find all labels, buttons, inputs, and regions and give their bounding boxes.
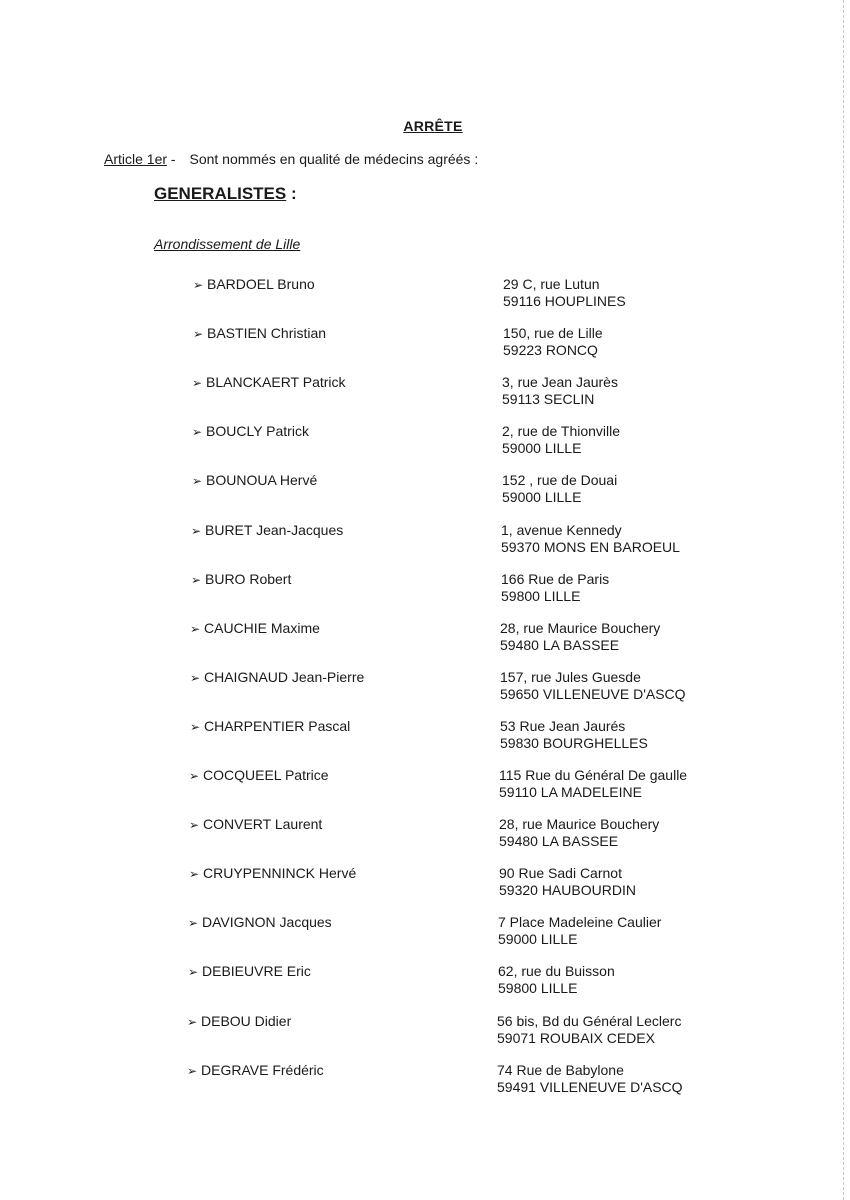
doctor-address bbox=[503, 325, 603, 359]
address-city: 59480 LA BASSEE bbox=[500, 637, 620, 653]
doctor-name bbox=[190, 669, 364, 685]
doctor-name bbox=[191, 522, 343, 538]
arrow-bullet-icon: ➢ bbox=[190, 671, 201, 685]
doctor-name-text: DAVIGNON Jacques bbox=[202, 914, 332, 930]
address-street: 2, rue de Thionville bbox=[502, 423, 621, 439]
doctor-name-text: CAUCHIE Maxime bbox=[204, 620, 320, 636]
address-city: 59113 SECLIN bbox=[502, 391, 595, 407]
list-item bbox=[0, 522, 850, 562]
arrow-bullet-icon: ➢ bbox=[192, 376, 203, 390]
address-city: 59650 VILLENEUVE D'ASCQ bbox=[500, 686, 686, 702]
doctor-name-text: CONVERT Laurent bbox=[203, 816, 323, 832]
doctor-name bbox=[193, 325, 326, 341]
doctor-name bbox=[188, 963, 311, 979]
article-label: Article 1er bbox=[104, 151, 168, 167]
doctor-name bbox=[187, 1062, 324, 1078]
arrow-bullet-icon: ➢ bbox=[188, 916, 199, 930]
doctor-name-text: BURET Jean-Jacques bbox=[205, 522, 344, 538]
doctor-name bbox=[187, 1013, 291, 1029]
doctor-address bbox=[502, 423, 620, 457]
address-street: 157, rue Jules Guesde bbox=[500, 669, 641, 685]
arrow-bullet-icon: ➢ bbox=[193, 278, 204, 292]
address-street: 56 bis, Bd du Général Leclerc bbox=[497, 1013, 682, 1029]
doctor-name bbox=[188, 914, 332, 930]
doctor-address bbox=[502, 472, 617, 506]
arrow-bullet-icon: ➢ bbox=[192, 474, 203, 488]
arrow-bullet-icon: ➢ bbox=[191, 573, 202, 587]
doctor-name bbox=[192, 423, 309, 439]
address-street: 74 Rue de Babylone bbox=[497, 1062, 624, 1078]
doctor-name bbox=[189, 767, 329, 783]
list-item bbox=[0, 865, 850, 905]
arrow-bullet-icon: ➢ bbox=[187, 1015, 198, 1029]
list-item bbox=[0, 620, 850, 660]
list-item bbox=[0, 1013, 850, 1053]
address-city: 59116 HOUPLINES bbox=[503, 293, 626, 309]
doctor-name-text: BOUCLY Patrick bbox=[206, 423, 309, 439]
doctor-address bbox=[500, 669, 686, 703]
doctor-address bbox=[502, 374, 618, 408]
doctor-address bbox=[498, 963, 615, 997]
arrow-bullet-icon: ➢ bbox=[187, 1064, 198, 1078]
doctor-name-text: BOUNOUA Hervé bbox=[206, 472, 318, 488]
doctor-address bbox=[500, 620, 660, 654]
arrow-bullet-icon: ➢ bbox=[191, 524, 202, 538]
address-street: 28, rue Maurice Bouchery bbox=[499, 816, 660, 832]
list-item bbox=[0, 816, 850, 856]
address-street: 53 Rue Jean Jaurés bbox=[500, 718, 626, 734]
section-heading-suffix: : bbox=[286, 184, 297, 203]
address-city: 59800 LILLE bbox=[501, 588, 581, 604]
doctor-name-text: BURO Robert bbox=[205, 571, 292, 587]
doctor-address bbox=[497, 1062, 683, 1096]
address-street: 3, rue Jean Jaurès bbox=[502, 374, 618, 390]
address-city: 59800 LILLE bbox=[498, 980, 578, 996]
arrow-bullet-icon: ➢ bbox=[190, 720, 201, 734]
doctor-name bbox=[191, 571, 291, 587]
doctor-address bbox=[499, 816, 659, 850]
doctor-address bbox=[501, 571, 609, 605]
list-item bbox=[0, 767, 850, 807]
list-item bbox=[0, 423, 850, 463]
district-subheading: Arrondissement de Lille bbox=[154, 236, 301, 252]
doctor-address bbox=[498, 914, 661, 948]
doctor-name-text: COCQUEEL Patrice bbox=[203, 767, 329, 783]
arrow-bullet-icon: ➢ bbox=[189, 769, 200, 783]
address-city: 59110 LA MADELEINE bbox=[499, 784, 642, 800]
list-item bbox=[0, 374, 850, 414]
doctor-name bbox=[192, 472, 317, 488]
address-city: 59320 HAUBOURDIN bbox=[499, 882, 636, 898]
address-city: 59370 MONS EN BAROEUL bbox=[501, 539, 680, 555]
address-city: 59071 ROUBAIX CEDEX bbox=[497, 1030, 655, 1046]
address-street: 7 Place Madeleine Caulier bbox=[498, 914, 662, 930]
article-dash: - bbox=[167, 151, 176, 167]
doctor-name bbox=[189, 816, 322, 832]
arrow-bullet-icon: ➢ bbox=[192, 425, 203, 439]
doctor-address bbox=[500, 718, 648, 752]
address-city: 59830 BOURGHELLES bbox=[500, 735, 648, 751]
list-item bbox=[0, 914, 850, 954]
list-item bbox=[0, 276, 850, 316]
address-street: 152 , rue de Douai bbox=[502, 472, 618, 488]
address-city: 59000 LILLE bbox=[498, 931, 578, 947]
address-city: 59223 RONCQ bbox=[503, 342, 598, 358]
doctor-name bbox=[190, 620, 320, 636]
address-street: 28, rue Maurice Bouchery bbox=[500, 620, 661, 636]
doctor-name-text: DEBOU Didier bbox=[201, 1013, 292, 1029]
address-street: 62, rue du Buisson bbox=[498, 963, 615, 979]
address-street: 29 C, rue Lutun bbox=[503, 276, 600, 292]
doctor-name-text: CHAIGNAUD Jean-Pierre bbox=[204, 669, 365, 685]
address-street: 166 Rue de Paris bbox=[501, 571, 610, 587]
address-city: 59000 LILLE bbox=[502, 440, 582, 456]
doctor-address bbox=[499, 767, 687, 801]
arrow-bullet-icon: ➢ bbox=[190, 622, 201, 636]
doctor-name-text: CHARPENTIER Pascal bbox=[204, 718, 351, 734]
list-item bbox=[0, 963, 850, 1003]
doctor-name-text: DEGRAVE Frédéric bbox=[201, 1062, 324, 1078]
address-street: 115 Rue du Général De gaulle bbox=[499, 767, 688, 783]
document-title: ARRÊTE bbox=[403, 118, 463, 134]
list-item bbox=[0, 1062, 850, 1102]
doctor-name bbox=[193, 276, 315, 292]
arrow-bullet-icon: ➢ bbox=[189, 818, 200, 832]
doctor-name-text: BARDOEL Bruno bbox=[207, 276, 315, 292]
doctor-address bbox=[501, 522, 680, 556]
address-city: 59480 LA BASSEE bbox=[499, 833, 619, 849]
address-city: 59491 VILLENEUVE D'ASCQ bbox=[497, 1079, 683, 1095]
doctor-name bbox=[189, 865, 356, 881]
address-street: 1, avenue Kennedy bbox=[501, 522, 622, 538]
address-street: 150, rue de Lille bbox=[503, 325, 603, 341]
doctor-address bbox=[499, 865, 636, 899]
list-item bbox=[0, 718, 850, 758]
doctor-address bbox=[503, 276, 626, 310]
doctor-name-text: BLANCKAERT Patrick bbox=[206, 374, 346, 390]
doctor-name bbox=[190, 718, 350, 734]
doctor-address bbox=[497, 1013, 681, 1047]
doctor-name-text: BASTIEN Christian bbox=[207, 325, 327, 341]
arrow-bullet-icon: ➢ bbox=[189, 867, 200, 881]
address-street: 90 Rue Sadi Carnot bbox=[499, 865, 622, 881]
list-item bbox=[0, 571, 850, 611]
section-heading-text: GENERALISTES bbox=[154, 184, 287, 203]
doctor-name bbox=[192, 374, 346, 390]
list-item bbox=[0, 472, 850, 512]
arrow-bullet-icon: ➢ bbox=[188, 965, 199, 979]
list-item bbox=[0, 669, 850, 709]
address-city: 59000 LILLE bbox=[502, 489, 582, 505]
article-text: Sont nommés en qualité de médecins agréés : bbox=[189, 151, 479, 167]
doctor-name-text: DEBIEUVRE Eric bbox=[202, 963, 311, 979]
doctor-name-text: CRUYPENNINCK Hervé bbox=[203, 865, 357, 881]
arrow-bullet-icon: ➢ bbox=[193, 327, 204, 341]
list-item bbox=[0, 325, 850, 365]
